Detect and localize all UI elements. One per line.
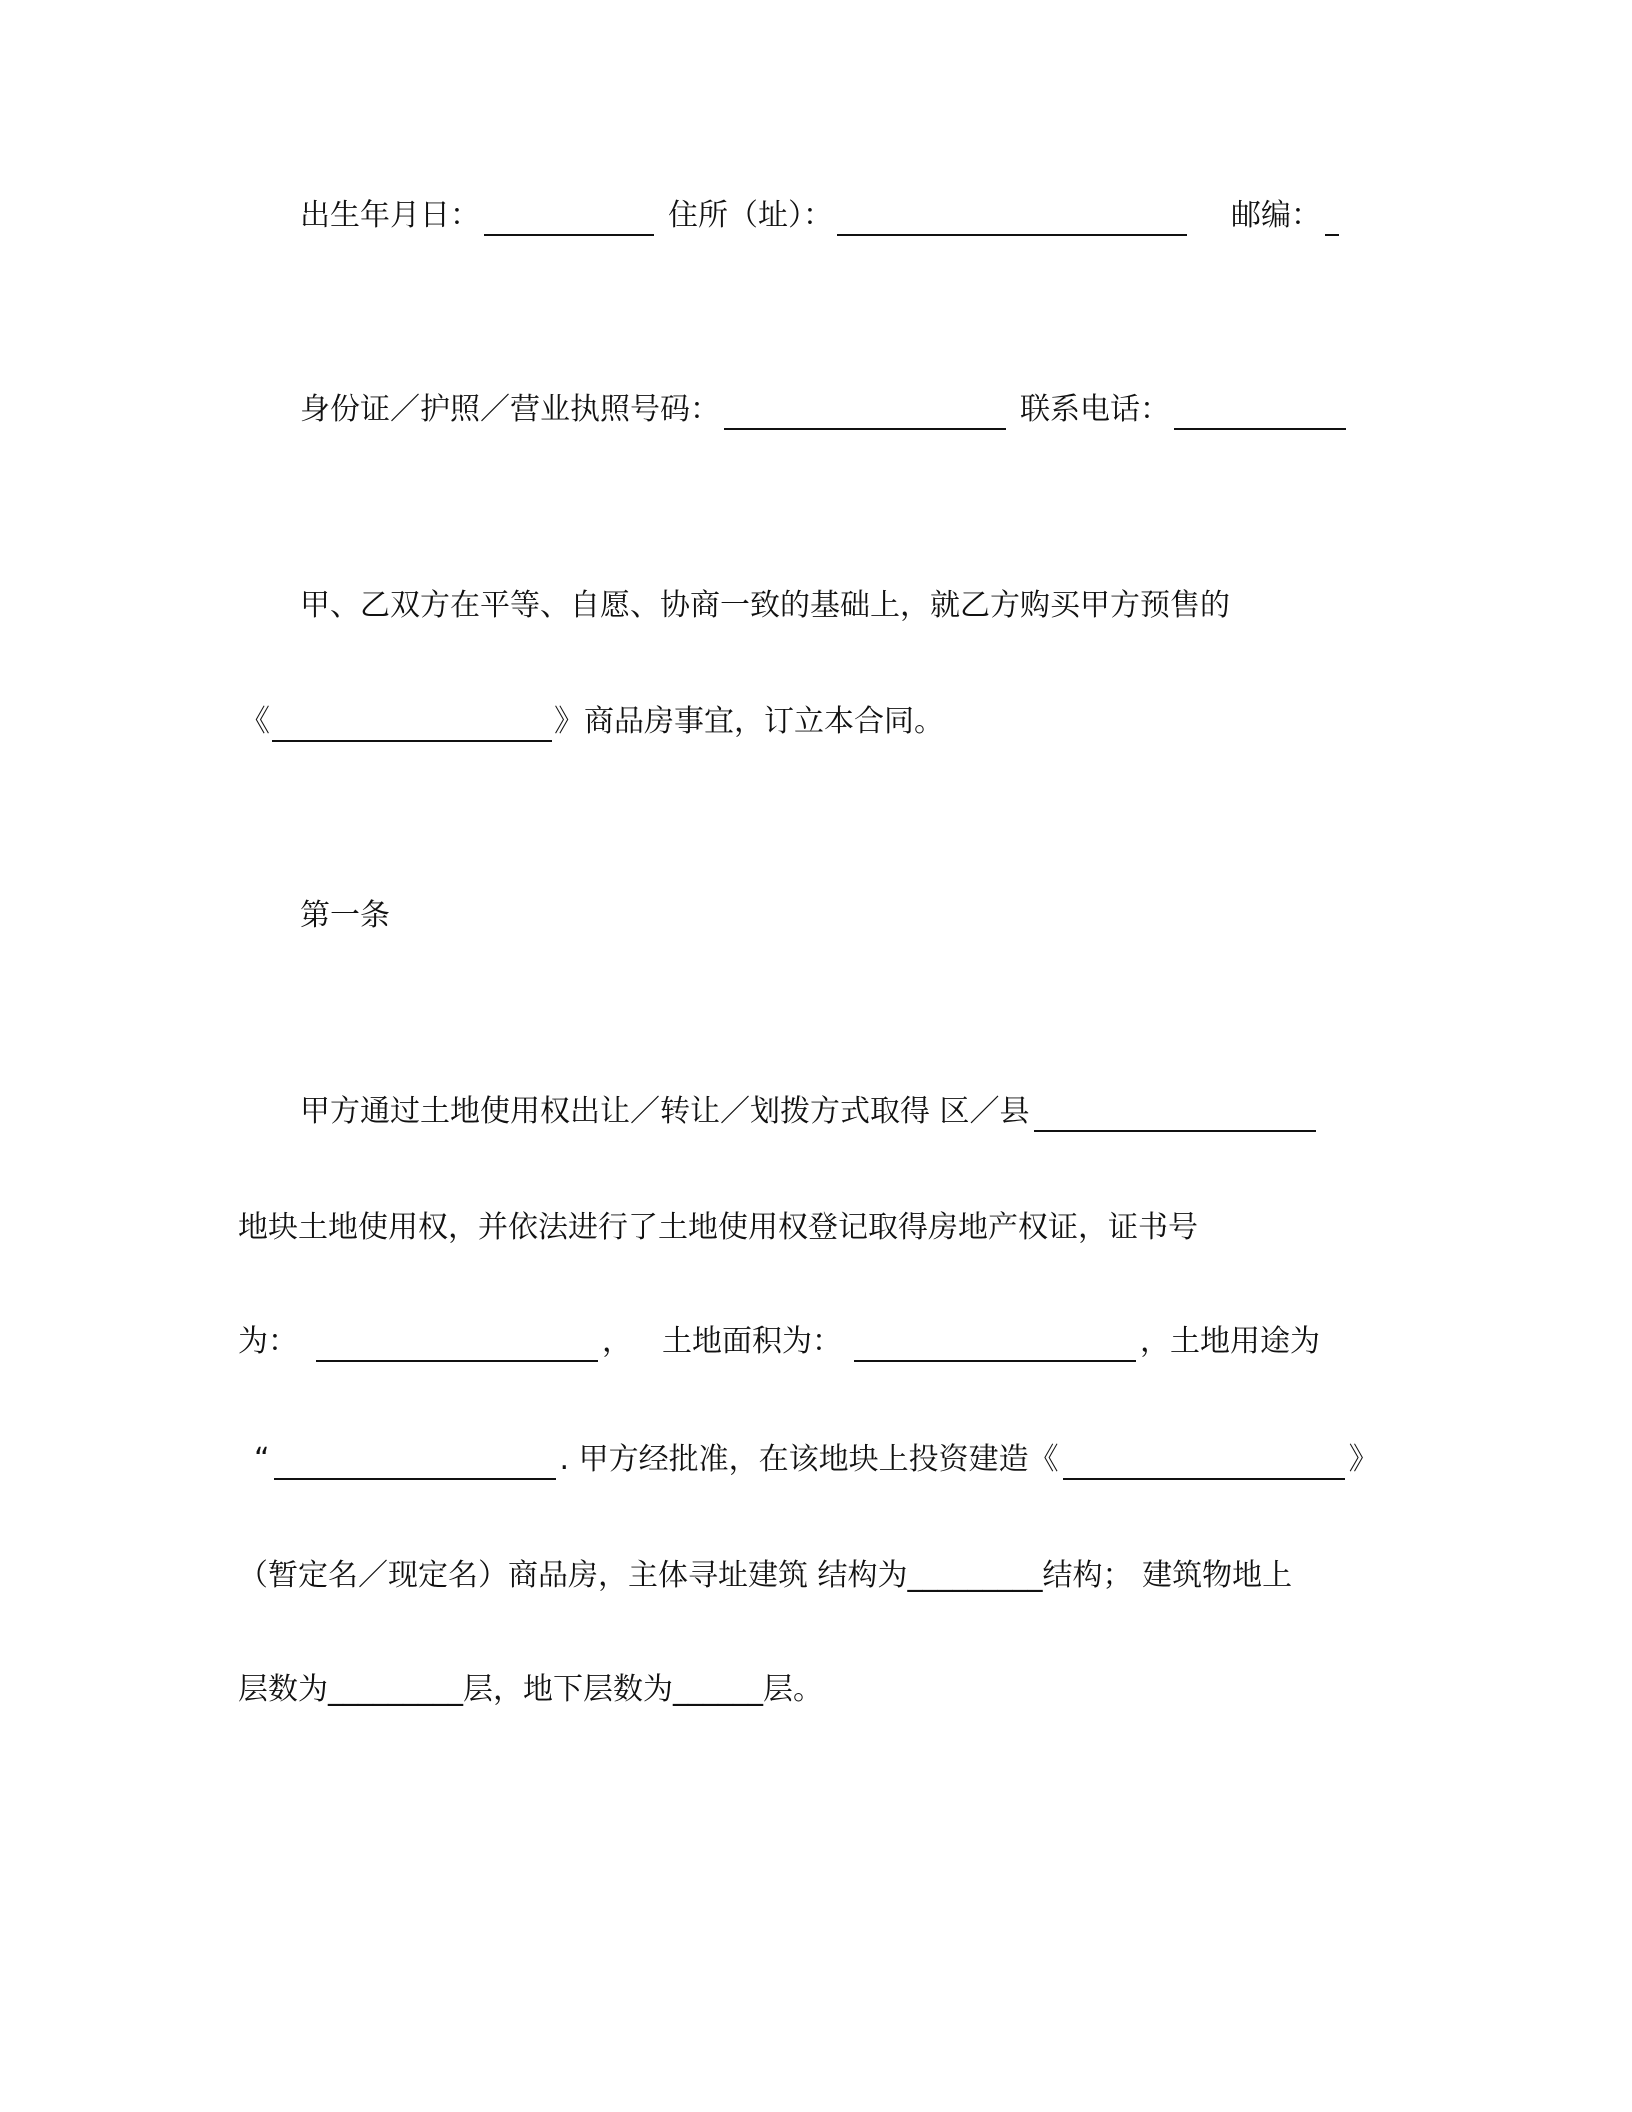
article-one-heading: 第一条 <box>300 898 390 933</box>
birth-date-label: 出生年月日： <box>300 198 480 233</box>
certificate-label: 为： <box>238 1324 298 1359</box>
intro-paragraph-line2 <box>240 702 944 742</box>
structure-text: （暂定名／现定名）商品房，主体寻址建筑 结构为 <box>238 1558 908 1593</box>
land-paragraph-line3 <box>238 1322 1320 1362</box>
floors-end: 层。 <box>763 1672 823 1707</box>
phone-field[interactable] <box>1174 398 1346 430</box>
open-book-quote: 《 <box>240 704 270 739</box>
intro-text: 甲、乙双方在平等、自愿、协商一致的基础上，就乙方购买甲方预售的 <box>300 588 1230 623</box>
article-title <box>300 896 390 936</box>
certificate-number-field[interactable] <box>316 1330 598 1362</box>
postcode-field[interactable] <box>1325 204 1339 236</box>
above-ground-floors-blank[interactable]: _________ <box>328 1672 463 1707</box>
phone-label: 联系电话： <box>1020 392 1170 427</box>
comma-1: ， <box>602 1324 632 1359</box>
land-registration-text: 地块土地使用权，并依法进行了土地使用权登记取得房地产权证，证书号 <box>238 1210 1198 1245</box>
id-phone-row <box>300 390 1350 430</box>
intro-paragraph-line1 <box>300 586 1230 626</box>
underground-floors-blank[interactable]: ______ <box>673 1672 763 1707</box>
building-name-field[interactable] <box>1063 1448 1345 1480</box>
land-paragraph-line6 <box>238 1670 823 1710</box>
land-use-label: ，土地用途为 <box>1140 1324 1320 1359</box>
intro-text-end: 》商品房事宜，订立本合同。 <box>554 704 944 739</box>
land-acquisition-text: 甲方通过土地使用权出让／转让／划拨方式取得 区／县 <box>300 1094 1030 1129</box>
open-quote-mark: “ <box>254 1442 270 1477</box>
district-field[interactable] <box>1034 1100 1316 1132</box>
land-paragraph-line2 <box>238 1208 1198 1248</box>
investment-text: . 甲方经批准，在该地块上投资建造《 <box>559 1442 1059 1477</box>
land-area-label: 土地面积为： <box>662 1324 842 1359</box>
id-number-label: 身份证／护照／营业执照号码： <box>300 392 720 427</box>
postcode-label: 邮编： <box>1231 198 1321 233</box>
address-field[interactable] <box>837 204 1187 236</box>
floors-label: 层数为 <box>238 1672 328 1707</box>
structure-blank[interactable]: _________ <box>907 1558 1043 1593</box>
address-label: 住所（址）： <box>668 198 833 233</box>
structure-text-end: 结构； 建筑物地上 <box>1042 1558 1293 1593</box>
close-book-quote: 》 <box>1348 1442 1379 1477</box>
land-area-field[interactable] <box>854 1330 1136 1362</box>
land-paragraph-line5 <box>238 1556 1292 1596</box>
birth-address-postcode-row <box>300 196 1343 236</box>
project-name-field[interactable] <box>272 710 552 742</box>
land-paragraph-line4 <box>254 1440 1379 1480</box>
birth-date-field[interactable] <box>484 204 654 236</box>
underground-floors-label: 层，地下层数为 <box>463 1672 673 1707</box>
land-paragraph-line1 <box>300 1092 1320 1132</box>
id-number-field[interactable] <box>724 398 1006 430</box>
land-use-field[interactable] <box>274 1448 556 1480</box>
